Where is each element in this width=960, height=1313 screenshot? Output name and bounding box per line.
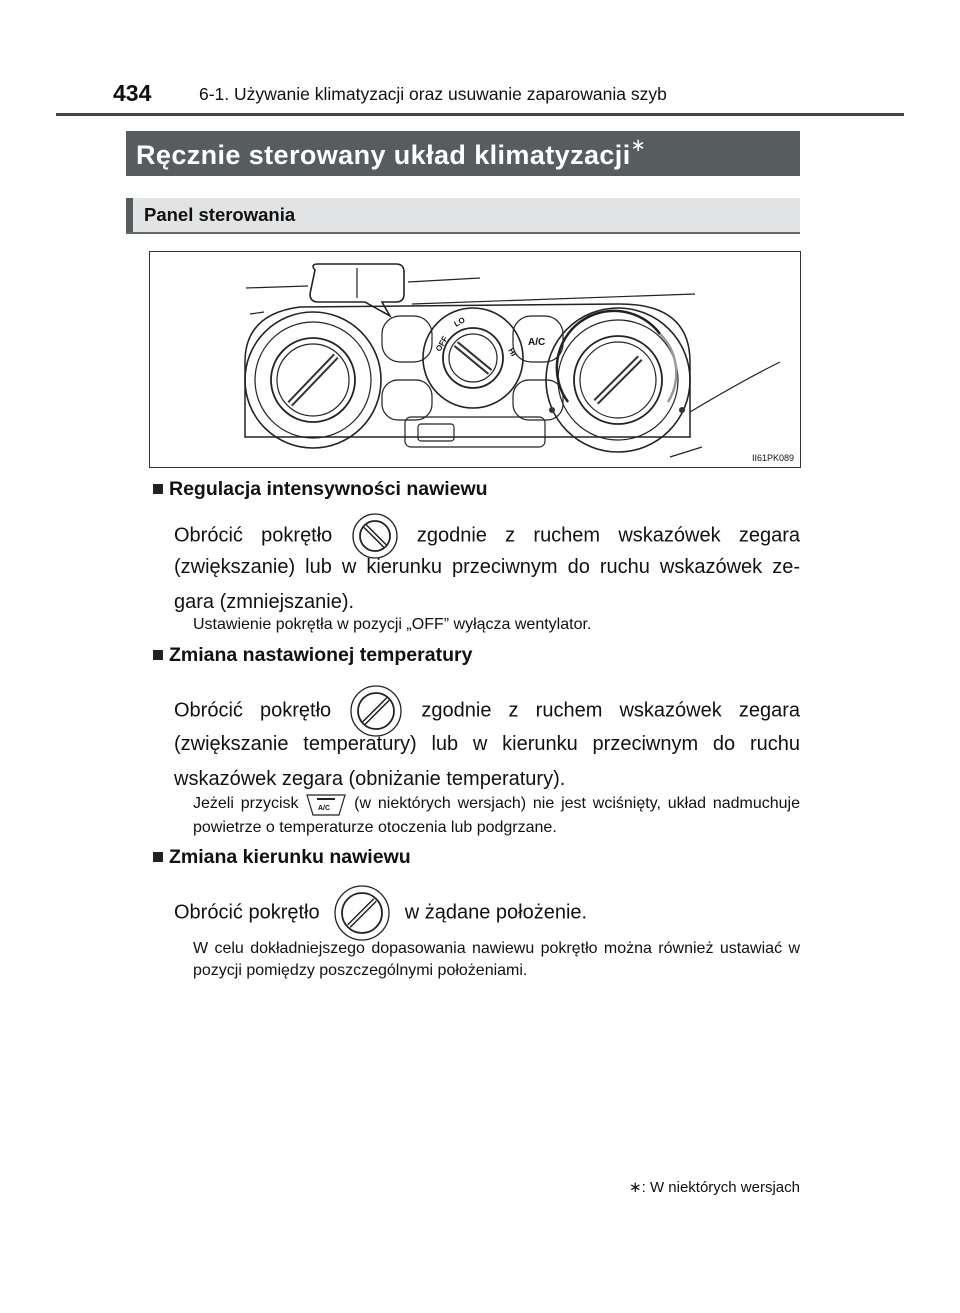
control-panel-figure	[149, 251, 801, 468]
airflow-knob-icon	[331, 885, 393, 941]
bullet-square	[153, 852, 163, 862]
subsection-bar	[126, 198, 800, 234]
line-text: zgodnie z ruchem wskazówek zegara	[416, 524, 801, 547]
line-text: zgodnie z ruchem wskazówek zegara	[421, 699, 800, 722]
chapter-title: 6-1. Używanie klimatyzacji oraz usuwanie zaparowania szyb	[199, 84, 667, 104]
subsection-accent	[126, 198, 133, 232]
fan-lo-label: LO	[452, 315, 467, 329]
line-text: w żądane położenie.	[404, 901, 588, 924]
section-title-bar	[126, 131, 800, 176]
figure-code: II61PK089	[751, 453, 794, 463]
fan-off-label: OFF	[433, 334, 450, 353]
item-heading-text: Zmiana kierunku nawiewu	[169, 846, 411, 868]
item-note-fan-speed: Ustawienie pokrętła w pozycji „OFF” wyłącza wentylator.	[193, 616, 592, 633]
ac-button-label: A/C	[528, 337, 546, 348]
subsection-title: Panel sterowania	[144, 204, 296, 225]
note-text: (w niektórych wersjach) nie jest wciśnięty, układ nadmuchuje powietrze o temperaturze otoczenia lub podgrzane.	[193, 795, 801, 836]
item-continuation-fan-speed: (zwiększanie) lub w kierunku przeciwnym do ruchu wskazówek ze-gara (zmniejszanie).	[174, 556, 800, 613]
line-text: Obrócić pokrętło	[174, 699, 332, 722]
item-line-airflow	[174, 885, 587, 941]
control-panel-illustration	[150, 252, 800, 467]
footnote-text: : W niektórych wersjach	[641, 1179, 800, 1196]
footnote-mark: ∗	[629, 1179, 642, 1196]
item-heading-text: Zmiana nastawionej temperatury	[169, 644, 473, 666]
item-heading-fan-speed	[153, 478, 488, 501]
item-heading-temperature	[153, 644, 472, 667]
item-heading-text: Regulacja intensywności nawiewu	[169, 478, 488, 500]
line-text: Obrócić pokrętło	[174, 524, 333, 547]
item-heading-airflow	[153, 846, 411, 869]
fan-hi-label: HI	[506, 346, 519, 358]
footnote	[629, 1178, 800, 1196]
section-title: Ręcznie sterowany układ klimatyzacji	[136, 140, 631, 170]
ac-button-icon	[305, 791, 347, 817]
bullet-square	[153, 650, 163, 660]
ac-button-icon-label: A/C	[318, 805, 331, 812]
item-note-airflow: W celu dokładniejszego dopasowania nawiewu pokrętło można również ustawiać w pozycji pomiędzy poszczególnymi położeniami.	[193, 940, 800, 979]
line-text: Obrócić pokrętło	[174, 901, 320, 924]
item-continuation-temperature: (zwiększanie temperatury) lub w kierunku przeciwnym do ruchu wskazówek zegara (obniżanie temperatury).	[174, 733, 800, 790]
bullet-square	[153, 484, 163, 494]
header-rule	[56, 113, 904, 116]
note-text: Jeżeli przycisk	[193, 795, 299, 813]
page-number: 434	[113, 80, 152, 106]
item-note-temperature	[193, 791, 800, 839]
section-title-mark: ∗	[630, 135, 647, 155]
